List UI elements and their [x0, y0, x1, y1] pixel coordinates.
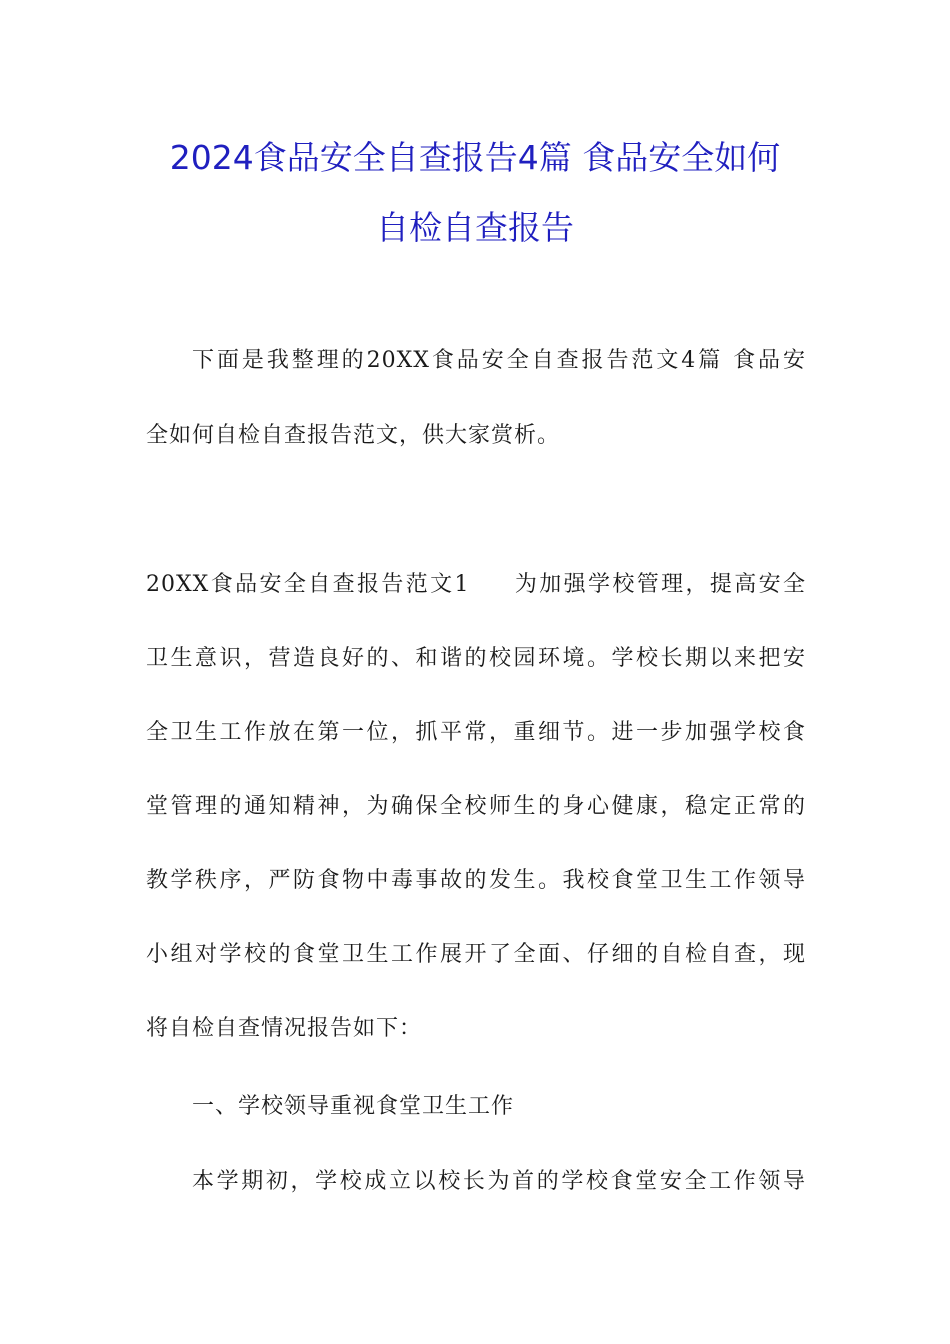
- intro-line-1: 下面是我整理的20XX食品安全自查报告范文4篇 食品安: [192, 348, 806, 373]
- subheading: 一、学校领导重视食堂卫生工作: [192, 1094, 515, 1119]
- section-heading: 20XX食品安全自查报告范文1: [146, 572, 470, 597]
- body-line: 教学秩序，严防食物中毒事故的发生。我校食堂卫生工作领导: [146, 868, 806, 893]
- section-heading-line: [146, 570, 806, 600]
- body-line: 将自检自查情况报告如下：: [146, 1016, 423, 1041]
- document-title-line-1: 2024食品安全自查报告4篇 食品安全如何: [169, 138, 781, 177]
- section-first-text: 为加强学校管理，提高安全: [513, 572, 806, 597]
- intro-line-2: 全如何自检自查报告范文，供大家赏析。: [146, 423, 561, 448]
- body-line: 卫生意识，营造良好的、和谐的校园环境。学校长期以来把安: [146, 646, 806, 671]
- body-line: 全卫生工作放在第一位，抓平常，重细节。进一步加强学校食: [146, 720, 806, 745]
- document-title-line-2: 自检自查报告: [376, 208, 574, 247]
- body-line: 堂管理的通知精神，为确保全校师生的身心健康，稳定正常的: [146, 794, 806, 819]
- body-line: 小组对学校的食堂卫生工作展开了全面、仔细的自检自查，现: [146, 942, 806, 967]
- body-line: 本学期初，学校成立以校长为首的学校食堂安全工作领导: [192, 1169, 806, 1194]
